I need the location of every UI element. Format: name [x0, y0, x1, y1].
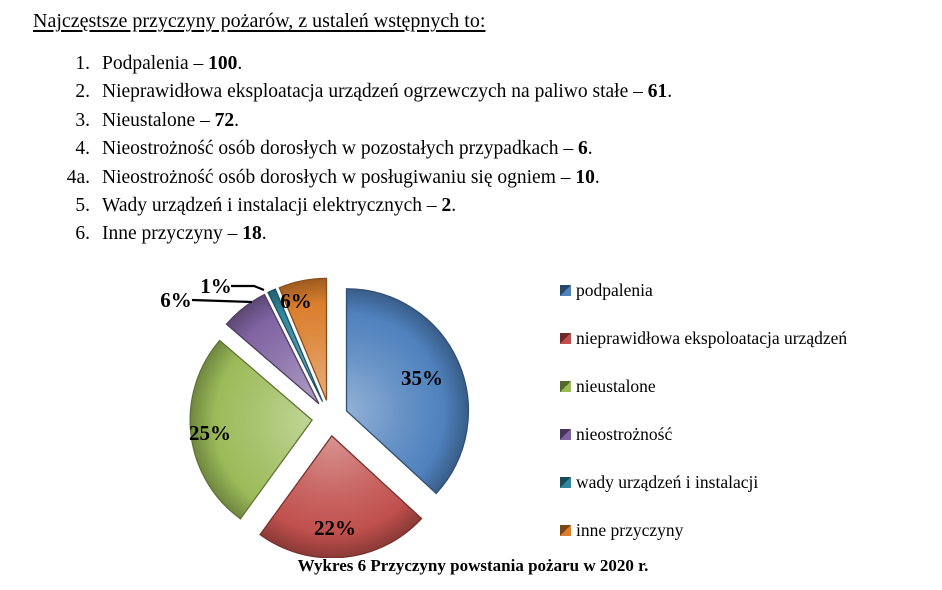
- pie-chart: [140, 256, 560, 558]
- list-item-number: 2.: [75, 81, 90, 103]
- legend-item-nieustalone: [560, 362, 847, 410]
- list-item: [50, 220, 672, 248]
- list-item-value: 18: [242, 223, 262, 245]
- list-item: [50, 135, 672, 163]
- list-item-text: Nieostrożność osób dorosłych w posługiwaniu się ogniem – 10.: [102, 166, 600, 188]
- pie-percent-label-nieprawidlowa: 22%: [314, 516, 356, 540]
- legend-marker: [560, 285, 571, 296]
- legend-label: nieustalone: [576, 375, 656, 396]
- callout-line-wady: [231, 286, 264, 290]
- list-item-value: 6: [578, 138, 588, 160]
- legend-label: inne przyczyny: [576, 519, 684, 540]
- pie-percent-label-nieostroznosc: 6%: [160, 288, 192, 312]
- list-item-number: 3.: [75, 109, 90, 131]
- list-item: [50, 50, 672, 78]
- chart-legend: [560, 266, 847, 554]
- list-item-number: 4.: [75, 138, 90, 160]
- list-item: [50, 78, 672, 106]
- list-item-value: 10: [575, 166, 595, 188]
- list-item-value: 2: [441, 194, 452, 216]
- list-item-text: Nieprawidłowa eksploatacja urządzeń ogrzewczych na paliwo stałe – 61.: [102, 81, 673, 103]
- causes-list: [50, 50, 672, 249]
- list-item-number: 4a.: [66, 166, 90, 188]
- legend-label: wady urządzeń i instalacji: [576, 471, 759, 492]
- legend-marker: [560, 381, 571, 392]
- legend-label: nieostrożność: [576, 423, 673, 444]
- legend-label: podpalenia: [576, 279, 653, 300]
- legend-item-wady: [560, 458, 847, 506]
- legend-item-nieprawidlowa: [560, 314, 847, 362]
- pie-percent-label-wady: 1%: [200, 274, 232, 298]
- list-item-number: 1.: [75, 53, 90, 74]
- list-item-text: Wady urządzeń i instalacji elektrycznych – 2.: [102, 194, 457, 216]
- legend-item-nieostroznosc: [560, 410, 847, 458]
- legend-marker: [560, 477, 571, 488]
- pie-percent-label-podpalenia: 35%: [401, 366, 443, 390]
- list-item-text: Podpalenia – 100.: [102, 53, 243, 74]
- list-item-text: Nieostrożność osób dorosłych w pozostałych przypadkach – 6.: [102, 138, 593, 160]
- chart-caption: Wykres 6 Przyczyny powstania pożaru w 2020 r.: [297, 556, 649, 575]
- list-item: [50, 107, 672, 135]
- legend-item-podpalenia: [560, 266, 847, 314]
- page-title: Najczęstsze przyczyny pożarów, z ustaleń wstępnych to:: [33, 10, 486, 32]
- list-item: [50, 164, 672, 192]
- pie-slice-0: [347, 289, 469, 494]
- legend-item-inne: [560, 506, 847, 554]
- legend-marker: [560, 525, 571, 536]
- list-item-value: 100: [208, 53, 238, 74]
- list-item: [50, 192, 672, 220]
- list-item-text: Nieustalone – 72.: [102, 109, 240, 131]
- list-item-number: 6.: [75, 223, 90, 245]
- pie-percent-label-nieustalone: 25%: [189, 421, 231, 445]
- list-item-text: Inne przyczyny – 18.: [102, 223, 267, 245]
- legend-marker: [560, 333, 571, 344]
- legend-marker: [560, 429, 571, 440]
- legend-label: nieprawidłowa ekspoloatacja urządzeń: [576, 327, 848, 348]
- pie-percent-label-inne: 6%: [280, 289, 312, 313]
- list-item-value: 61: [647, 81, 668, 103]
- callout-line-nieostroznosc: [192, 300, 252, 302]
- list-item-value: 72: [214, 109, 235, 131]
- list-item-number: 5.: [75, 194, 90, 216]
